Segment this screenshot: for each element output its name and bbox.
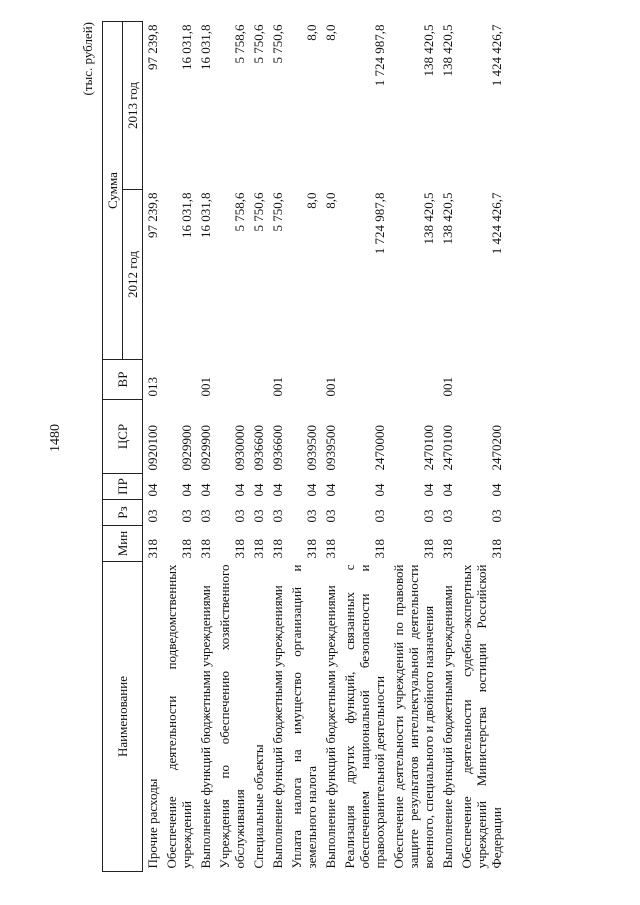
- row-sum-2013: 1 424 426,7: [489, 24, 504, 87]
- row-vr: [287, 360, 321, 400]
- row-pr: 04: [372, 483, 387, 497]
- row-csr: 2470000: [372, 425, 387, 471]
- row-vr: [215, 360, 249, 400]
- row-csr: 0930000: [232, 425, 247, 471]
- row-csr: 0929900: [179, 425, 194, 471]
- row-sum-2012: 1 724 987,8: [372, 192, 387, 255]
- row-min: 318: [179, 539, 194, 559]
- row-vr: [162, 360, 196, 400]
- row-min: 318: [323, 539, 338, 559]
- row-pr: 04: [421, 483, 436, 497]
- row-rz: 03: [270, 509, 285, 523]
- table-row: [143, 22, 163, 872]
- row-sum-2012: 5 758,6: [232, 192, 247, 232]
- row-sum-2013: 97 239,8: [145, 24, 160, 70]
- row-name: Реализация других функций, связанных с обеспечением национальной безопасности и правоохранительной деятельности: [342, 564, 387, 869]
- header-min: Мин: [103, 526, 143, 562]
- row-name: Обеспечение деятельности судебно-экспертных учреждений Министерства юстиции Российской Федерации: [459, 564, 504, 869]
- row-rz: 03: [372, 509, 387, 523]
- row-csr: 2470100: [421, 425, 436, 471]
- budget-table: [102, 21, 506, 872]
- row-pr: 04: [251, 483, 266, 497]
- row-vr: [389, 360, 438, 400]
- row-min: 318: [270, 539, 285, 559]
- row-sum-2013: 8,0: [304, 24, 319, 41]
- row-min: 318: [198, 539, 213, 559]
- row-rz: 03: [304, 509, 319, 523]
- row-pr: 04: [489, 483, 504, 497]
- row-sum-2012: 97 239,8: [145, 192, 160, 238]
- row-vr: 001: [198, 377, 213, 397]
- row-pr: 04: [304, 483, 319, 497]
- row-min: 318: [421, 539, 436, 559]
- row-pr: 04: [145, 483, 160, 497]
- header-name: Наименование: [103, 562, 143, 872]
- row-sum-2013: 5 758,6: [232, 24, 247, 64]
- row-min: 318: [440, 539, 455, 559]
- row-pr: 04: [198, 483, 213, 497]
- row-csr: 0936600: [251, 425, 266, 471]
- row-sum-2012: 5 750,6: [270, 192, 285, 232]
- row-sum-2012: 138 420,5: [421, 192, 436, 245]
- row-pr: 04: [179, 483, 194, 497]
- row-csr: 0929900: [198, 425, 213, 471]
- header-2013: 2013 год: [123, 22, 143, 190]
- row-min: 318: [251, 539, 266, 559]
- table-row: [215, 22, 249, 872]
- row-name: Выполнение функций бюджетными учреждениями: [198, 585, 213, 869]
- row-csr: 0939500: [304, 425, 319, 471]
- row-sum-2012: 16 031,8: [198, 192, 213, 238]
- row-min: 318: [372, 539, 387, 559]
- row-vr: [457, 360, 506, 400]
- row-sum-2013: 16 031,8: [179, 24, 194, 70]
- row-pr: 04: [270, 483, 285, 497]
- row-pr: 04: [232, 483, 247, 497]
- row-csr: 0939500: [323, 425, 338, 471]
- row-min: 318: [232, 539, 247, 559]
- row-csr: 2470100: [440, 425, 455, 471]
- row-name: Специальные объекты: [251, 744, 266, 869]
- row-name: Выполнение функций бюджетными учреждениями: [440, 585, 455, 869]
- row-name: Обеспечение деятельности учреждений по правовой защите результатов интеллектуальной деятельности военного, специального и двойного назначения: [391, 564, 436, 869]
- row-pr: 04: [440, 483, 455, 497]
- table-row: [196, 22, 215, 872]
- row-rz: 03: [421, 509, 436, 523]
- row-sum-2012: 5 750,6: [251, 192, 266, 232]
- table-row: [438, 22, 457, 872]
- row-rz: 03: [198, 509, 213, 523]
- row-sum-2013: 5 750,6: [251, 24, 266, 64]
- row-name: Выполнение функций бюджетными учреждениями: [323, 585, 338, 869]
- row-csr: 0936600: [270, 425, 285, 471]
- row-sum-2012: 1 424 426,7: [489, 192, 504, 255]
- row-rz: 03: [232, 509, 247, 523]
- row-name: Уплата налога на имущество организаций и земельного налога: [289, 564, 319, 869]
- row-sum-2013: 1 724 987,8: [372, 24, 387, 87]
- header-2012: 2012 год: [123, 190, 143, 360]
- units-label: (тыс. рублей): [80, 22, 95, 96]
- row-vr: 001: [270, 377, 285, 397]
- row-rz: 03: [489, 509, 504, 523]
- table-row: [321, 22, 340, 872]
- table-row: [340, 22, 389, 872]
- row-rz: 03: [179, 509, 194, 523]
- rotated-page-content: [80, 22, 630, 872]
- header-vr: ВР: [103, 360, 143, 400]
- row-sum-2012: 138 420,5: [440, 192, 455, 245]
- table-row: [162, 22, 196, 872]
- page-number: 1480: [48, 424, 63, 452]
- row-vr: 001: [323, 377, 338, 397]
- table-row: [457, 22, 506, 872]
- row-csr: 2470200: [489, 425, 504, 471]
- row-vr: 013: [145, 377, 160, 397]
- row-rz: 03: [145, 509, 160, 523]
- header-rz: Рз: [103, 500, 143, 526]
- row-rz: 03: [323, 509, 338, 523]
- row-sum-2013: 138 420,5: [421, 24, 436, 77]
- table-row: [287, 22, 321, 872]
- row-rz: 03: [251, 509, 266, 523]
- header-row: [103, 22, 123, 872]
- row-sum-2013: 8,0: [323, 24, 338, 41]
- row-name: Выполнение функций бюджетными учреждениями: [270, 585, 285, 869]
- row-name: Обеспечение деятельности подведомственных учреждений: [164, 564, 194, 869]
- row-sum-2013: 138 420,5: [440, 24, 455, 77]
- row-vr: 001: [440, 377, 455, 397]
- row-csr: 0920100: [145, 425, 160, 471]
- row-vr: [249, 360, 268, 400]
- header-sum: Сумма: [103, 22, 123, 360]
- row-min: 318: [145, 539, 160, 559]
- row-rz: 03: [440, 509, 455, 523]
- row-name: Учреждения по обеспечению хозяйственного обслуживания: [217, 564, 247, 869]
- row-min: 318: [489, 539, 504, 559]
- row-min: 318: [304, 539, 319, 559]
- row-sum-2012: 16 031,8: [179, 192, 194, 238]
- header-csr: ЦСР: [103, 400, 143, 474]
- row-sum-2013: 16 031,8: [198, 24, 213, 70]
- table-row: [389, 22, 438, 872]
- row-sum-2012: 8,0: [304, 192, 319, 209]
- row-sum-2013: 5 750,6: [270, 24, 285, 64]
- row-name: Прочие расходы: [145, 778, 160, 869]
- row-pr: 04: [323, 483, 338, 497]
- row-sum-2012: 8,0: [323, 192, 338, 209]
- table-body: [143, 22, 507, 872]
- table-row: [268, 22, 287, 872]
- table-row: [249, 22, 268, 872]
- header-pr: ПР: [103, 474, 143, 500]
- row-vr: [340, 360, 389, 400]
